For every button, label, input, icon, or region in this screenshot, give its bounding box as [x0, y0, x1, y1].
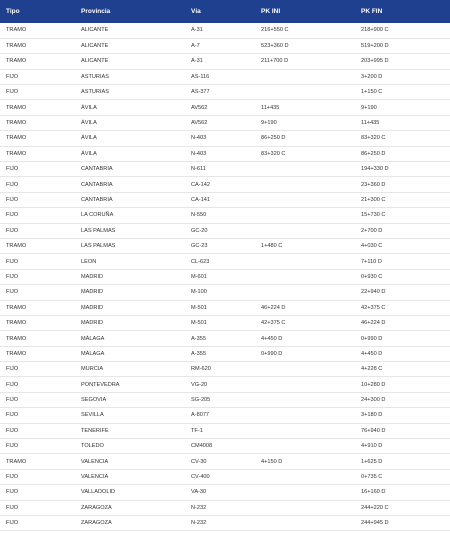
cell-via: M-601 [185, 269, 255, 284]
table-row [0, 439, 450, 454]
cell-pk-ini [255, 362, 355, 377]
cell-pk-ini [255, 516, 355, 531]
cell-via: A-8077 [185, 408, 255, 423]
cell-pk-ini: 86+250 D [255, 131, 355, 146]
cell-pk-fin: 244+220 C [355, 500, 450, 515]
cell-provincia: MÁLAGA [75, 346, 185, 361]
cell-pk-fin: 194+330 D [355, 162, 450, 177]
cell-via: A-355 [185, 331, 255, 346]
cell-pk-fin: 46+224 D [355, 315, 450, 330]
cell-tipo: FIJO [0, 285, 75, 300]
cell-pk-fin: 23+360 D [355, 177, 450, 192]
cell-pk-ini: 216+550 C [255, 23, 355, 38]
cell-pk-fin: 42+375 C [355, 300, 450, 315]
cell-provincia: PONTEVEDRA [75, 377, 185, 392]
cell-provincia: ZARAGOZA [75, 500, 185, 515]
cell-tipo: FIJO [0, 377, 75, 392]
table-row [0, 300, 450, 315]
table-row [0, 500, 450, 515]
cell-pk-ini: 523+360 D [255, 38, 355, 53]
cell-pk-ini [255, 392, 355, 407]
cell-pk-fin: 2+700 D [355, 223, 450, 238]
cell-pk-fin: 4+228 C [355, 362, 450, 377]
table-row [0, 23, 450, 38]
cell-tipo: FIJO [0, 516, 75, 531]
table-row [0, 408, 450, 423]
cell-provincia: VALENCIA [75, 454, 185, 469]
cell-provincia: MADRID [75, 315, 185, 330]
table-row [0, 315, 450, 330]
cell-pk-fin: 15+730 C [355, 208, 450, 223]
cell-pk-fin: 9+190 [355, 100, 450, 115]
cell-pk-fin: 11+435 [355, 115, 450, 130]
cell-provincia: MÁLAGA [75, 331, 185, 346]
cell-pk-ini [255, 162, 355, 177]
table-header [0, 0, 450, 23]
cell-pk-ini: 42+375 C [255, 315, 355, 330]
table-row [0, 331, 450, 346]
cell-via: N-232 [185, 500, 255, 515]
cell-via: VG-20 [185, 377, 255, 392]
cell-tipo: TRAMO [0, 100, 75, 115]
cell-provincia: TOLEDO [75, 439, 185, 454]
cell-tipo: FIJO [0, 392, 75, 407]
cell-tipo: TRAMO [0, 54, 75, 69]
cell-tipo: TRAMO [0, 23, 75, 38]
header-pk-fin: PK FIN [361, 8, 383, 15]
cell-pk-fin: 83+320 C [355, 131, 450, 146]
cell-pk-ini: 1+480 C [255, 238, 355, 253]
cell-provincia: LA CORUÑA [75, 208, 185, 223]
cell-provincia: CANTABRIA [75, 192, 185, 207]
cell-via: CA-141 [185, 192, 255, 207]
cell-tipo: TRAMO [0, 38, 75, 53]
cell-via: N-403 [185, 131, 255, 146]
table-row [0, 346, 450, 361]
table-row [0, 254, 450, 269]
table-row [0, 392, 450, 407]
cell-tipo: FIJO [0, 469, 75, 484]
cell-via: AS-116 [185, 69, 255, 84]
cell-pk-fin: 76+940 D [355, 423, 450, 438]
cell-tipo: FIJO [0, 162, 75, 177]
cell-pk-ini [255, 208, 355, 223]
cell-provincia: ÁVILA [75, 115, 185, 130]
cell-provincia: VALENCIA [75, 469, 185, 484]
cell-via: N-611 [185, 162, 255, 177]
cell-pk-ini [255, 192, 355, 207]
table-row [0, 177, 450, 192]
cell-tipo: TRAMO [0, 300, 75, 315]
cell-pk-ini [255, 408, 355, 423]
table-row [0, 485, 450, 500]
cell-provincia: SEGOVIA [75, 392, 185, 407]
cell-provincia: CANTABRIA [75, 162, 185, 177]
cell-provincia: ÁVILA [75, 100, 185, 115]
cell-pk-fin: 203+995 D [355, 54, 450, 69]
cell-provincia: CANTABRIA [75, 177, 185, 192]
cell-via: A-7 [185, 38, 255, 53]
cell-provincia: LAS PALMAS [75, 223, 185, 238]
cell-tipo: TRAMO [0, 115, 75, 130]
table-row [0, 131, 450, 146]
cell-pk-ini [255, 469, 355, 484]
cell-via: CM4008 [185, 439, 255, 454]
header-tipo: Tipo [6, 8, 20, 15]
cell-provincia: LAS PALMAS [75, 238, 185, 253]
table-row [0, 146, 450, 161]
cell-tipo: TRAMO [0, 331, 75, 346]
header-provincia: Provincia [81, 8, 111, 15]
cell-tipo: FIJO [0, 485, 75, 500]
cell-via: RM-620 [185, 362, 255, 377]
cell-pk-fin: 10+280 D [355, 377, 450, 392]
cell-pk-ini [255, 285, 355, 300]
cell-via: N-550 [185, 208, 255, 223]
cell-tipo: FIJO [0, 500, 75, 515]
table-row [0, 115, 450, 130]
table-row [0, 192, 450, 207]
cell-via: A-31 [185, 54, 255, 69]
cell-tipo: FIJO [0, 408, 75, 423]
cell-pk-ini [255, 423, 355, 438]
table-row [0, 285, 450, 300]
table-body [0, 23, 450, 531]
cell-via: CV-400 [185, 469, 255, 484]
header-via: Vía [191, 8, 201, 15]
cell-pk-fin: 244+945 D [355, 516, 450, 531]
cell-pk-ini: 4+150 D [255, 454, 355, 469]
cell-via: AS-377 [185, 85, 255, 100]
cell-tipo: TRAMO [0, 315, 75, 330]
cell-pk-fin: 3+180 D [355, 408, 450, 423]
cell-via: N-232 [185, 516, 255, 531]
table-row [0, 54, 450, 69]
cell-via: N-403 [185, 146, 255, 161]
cell-pk-ini [255, 439, 355, 454]
cell-provincia: ASTURIAS [75, 69, 185, 84]
table-row [0, 208, 450, 223]
cell-pk-fin: 0+930 C [355, 269, 450, 284]
table-row [0, 85, 450, 100]
table-row [0, 162, 450, 177]
cell-tipo: FIJO [0, 423, 75, 438]
cell-pk-ini [255, 254, 355, 269]
cell-pk-ini [255, 500, 355, 515]
table-row [0, 238, 450, 253]
cell-pk-fin: 0+990 D [355, 331, 450, 346]
table-row [0, 269, 450, 284]
cell-tipo: FIJO [0, 177, 75, 192]
cell-pk-fin: 24+300 D [355, 392, 450, 407]
cell-pk-fin: 16+160 D [355, 485, 450, 500]
cell-provincia: MADRID [75, 269, 185, 284]
cell-via: M-501 [185, 300, 255, 315]
cell-provincia: ZARAGOZA [75, 516, 185, 531]
cell-tipo: FIJO [0, 69, 75, 84]
header-row [0, 0, 450, 23]
cell-pk-ini [255, 177, 355, 192]
cell-pk-fin: 1+150 C [355, 85, 450, 100]
cell-pk-ini: 211+700 D [255, 54, 355, 69]
cell-via: M-501 [185, 315, 255, 330]
cell-via: CL-623 [185, 254, 255, 269]
cell-pk-fin: 86+250 D [355, 146, 450, 161]
cell-via: M-100 [185, 285, 255, 300]
cell-pk-fin: 0+735 C [355, 469, 450, 484]
cell-tipo: FIJO [0, 192, 75, 207]
cell-provincia: ALICANTE [75, 38, 185, 53]
table-row [0, 223, 450, 238]
header-pk-ini: PK INI [261, 8, 281, 15]
cell-tipo: TRAMO [0, 454, 75, 469]
cell-via: TF-1 [185, 423, 255, 438]
cell-pk-ini: 0+990 D [255, 346, 355, 361]
table-row [0, 38, 450, 53]
cell-provincia: ALICANTE [75, 23, 185, 38]
cell-pk-fin: 22+940 D [355, 285, 450, 300]
cell-tipo: FIJO [0, 254, 75, 269]
cell-via: SG-205 [185, 392, 255, 407]
cell-pk-fin: 218+900 C [355, 23, 450, 38]
cell-tipo: TRAMO [0, 238, 75, 253]
cell-provincia: ALICANTE [75, 54, 185, 69]
cell-tipo: FIJO [0, 362, 75, 377]
cell-tipo: TRAMO [0, 146, 75, 161]
cell-via: AV562 [185, 115, 255, 130]
table-row [0, 377, 450, 392]
cell-pk-ini [255, 485, 355, 500]
cell-via: A-355 [185, 346, 255, 361]
cell-pk-ini [255, 223, 355, 238]
table-row [0, 100, 450, 115]
cell-via: GC-23 [185, 238, 255, 253]
table-row [0, 69, 450, 84]
cell-pk-fin: 7+110 D [355, 254, 450, 269]
cell-provincia: TENERIFE [75, 423, 185, 438]
cell-provincia: ÁVILA [75, 131, 185, 146]
table-row [0, 362, 450, 377]
cell-via: AV562 [185, 100, 255, 115]
table-row [0, 516, 450, 531]
cell-pk-fin: 21+300 C [355, 192, 450, 207]
cell-provincia: MURCIA [75, 362, 185, 377]
cell-provincia: LEON [75, 254, 185, 269]
cell-via: CV-30 [185, 454, 255, 469]
table-row [0, 454, 450, 469]
cell-pk-ini [255, 85, 355, 100]
cell-provincia: VALLADOLID [75, 485, 185, 500]
cell-tipo: FIJO [0, 269, 75, 284]
table-row [0, 469, 450, 484]
cell-pk-ini: 4+450 D [255, 331, 355, 346]
cell-pk-fin: 4+450 D [355, 346, 450, 361]
cell-pk-fin: 4+030 C [355, 238, 450, 253]
cell-provincia: ASTURIAS [75, 85, 185, 100]
cell-tipo: FIJO [0, 439, 75, 454]
cell-tipo: FIJO [0, 223, 75, 238]
cell-pk-ini: 11+435 [255, 100, 355, 115]
cell-via: A-31 [185, 23, 255, 38]
cell-pk-fin: 3+200 D [355, 69, 450, 84]
cell-tipo: FIJO [0, 85, 75, 100]
cell-provincia: SEVILLA [75, 408, 185, 423]
cell-pk-ini [255, 377, 355, 392]
cell-provincia: MADRID [75, 285, 185, 300]
cell-tipo: FIJO [0, 208, 75, 223]
cell-via: CA-142 [185, 177, 255, 192]
cell-pk-ini: 9+190 [255, 115, 355, 130]
cell-pk-ini: 46+224 D [255, 300, 355, 315]
cell-pk-fin: 1+625 D [355, 454, 450, 469]
cell-via: GC-20 [185, 223, 255, 238]
cell-provincia: MADRID [75, 300, 185, 315]
cell-pk-fin: 4+910 D [355, 439, 450, 454]
cell-tipo: TRAMO [0, 346, 75, 361]
cell-via: VA-30 [185, 485, 255, 500]
cell-pk-ini [255, 269, 355, 284]
cell-pk-ini [255, 69, 355, 84]
table-row [0, 423, 450, 438]
cell-provincia: ÁVILA [75, 146, 185, 161]
cell-pk-ini: 83+320 C [255, 146, 355, 161]
cell-tipo: TRAMO [0, 131, 75, 146]
cell-pk-fin: 519+200 D [355, 38, 450, 53]
